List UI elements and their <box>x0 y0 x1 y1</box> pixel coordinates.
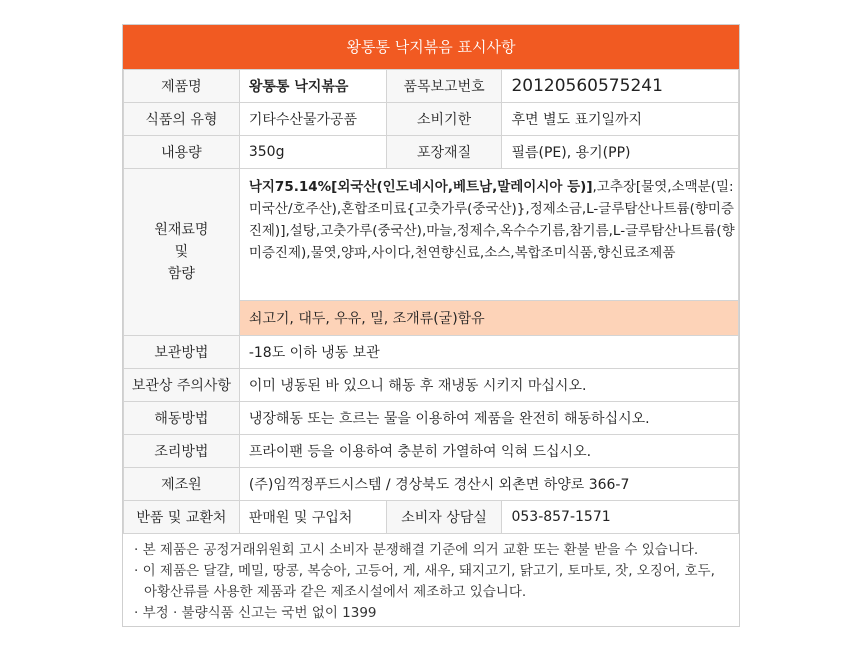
food-type-value: 기타수산물가공품 <box>239 103 386 136</box>
packaging-label: 포장재질 <box>386 136 502 169</box>
food-type-label: 식품의 유형 <box>124 103 240 136</box>
table-row <box>124 336 739 369</box>
ingredients-label-line3: 함량 <box>167 266 195 282</box>
table-row <box>124 468 739 501</box>
ingredients-rest: ,고추장[물엿,소맥분(밀:미국산/호주산),혼합조미료{고춧가루(중국산)},정제소금,L-글루탐산나트륨(향미증진제)],설탕,고춧가루(중국산),마늘,정제수,옥수수기름,참기름,L-글루탐산나트륨(향미증진제),물엿,양파,사이다,천연향신료,소스,복합조미식품,향신료조제품 <box>248 179 735 261</box>
maker-label: 제조원 <box>124 468 240 501</box>
ingredients-label-line2: 및 <box>174 244 189 260</box>
table-row <box>124 169 739 301</box>
returns-label: 반품 및 교환처 <box>124 501 240 534</box>
report-no-value: 20120560575241 <box>502 70 739 103</box>
storage-label: 보관방법 <box>124 336 240 369</box>
note-line: · 이 제품은 달걀, 메밀, 땅콩, 복숭아, 고등어, 게, 새우, 돼지고기, 닭고기, 토마토, 잣, 오징어, 호두, <box>134 563 715 579</box>
ingredients-main: 낙지75.14%[외국산(인도네시아,베트남,말레이시아 등)] <box>248 179 593 195</box>
note-line: 아황산류를 사용한 제품과 같은 제조시설에서 제조하고 있습니다. <box>144 584 527 600</box>
table-row <box>124 369 739 402</box>
product-name-value: 왕통통 낙지볶음 <box>239 70 386 103</box>
storage-value: -18도 이하 냉동 보관 <box>239 336 738 369</box>
table-row <box>124 435 739 468</box>
thaw-value: 냉장해동 또는 흐르는 물을 이용하여 제품을 완전히 해동하십시오. <box>239 402 738 435</box>
label-sheet <box>122 24 740 627</box>
consumer-center-phone: 053-857-1571 <box>502 501 739 534</box>
expiry-label: 소비기한 <box>386 103 502 136</box>
returns-value: 판매원 및 구입처 <box>239 501 386 534</box>
allergy-notice: 쇠고기, 대두, 우유, 밀, 조개류(굴)함유 <box>239 301 738 336</box>
cook-value: 프라이팬 등을 이용하여 충분히 가열하여 익혀 드십시오. <box>239 435 738 468</box>
notes <box>123 532 739 624</box>
ingredients-label <box>124 169 240 336</box>
note-line: · 부정 · 불량식품 신고는 국번 없이 1399 <box>134 605 377 621</box>
product-name-label: 제품명 <box>124 70 240 103</box>
report-no-label: 품목보고번호 <box>386 70 502 103</box>
caution-value: 이미 냉동된 바 있으니 해동 후 재냉동 시키지 마십시오. <box>239 369 738 402</box>
note-line: · 본 제품은 공정거래위원회 고시 소비자 분쟁해결 기준에 의거 교환 또는 환불 받을 수 있습니다. <box>134 542 699 558</box>
table-row <box>124 136 739 169</box>
info-table <box>123 69 739 534</box>
caution-label: 보관상 주의사항 <box>124 369 240 402</box>
maker-value: (주)임꺽정푸드시스템 / 경상북도 경산시 외촌면 하양로 366-7 <box>239 468 738 501</box>
consumer-center-label: 소비자 상담실 <box>386 501 502 534</box>
expiry-value: 후면 별도 표기일까지 <box>502 103 739 136</box>
ingredients-label-line1: 원재료명 <box>154 222 209 238</box>
cook-label: 조리방법 <box>124 435 240 468</box>
table-row <box>124 70 739 103</box>
sheet-title: 왕통통 낙지볶음 표시사항 <box>123 25 739 69</box>
ingredients-value <box>239 169 738 301</box>
volume-label: 내용량 <box>124 136 240 169</box>
table-row <box>124 402 739 435</box>
table-row <box>124 501 739 534</box>
table-row <box>124 103 739 136</box>
volume-value: 350g <box>239 136 386 169</box>
packaging-value: 필름(PE), 용기(PP) <box>502 136 739 169</box>
thaw-label: 해동방법 <box>124 402 240 435</box>
